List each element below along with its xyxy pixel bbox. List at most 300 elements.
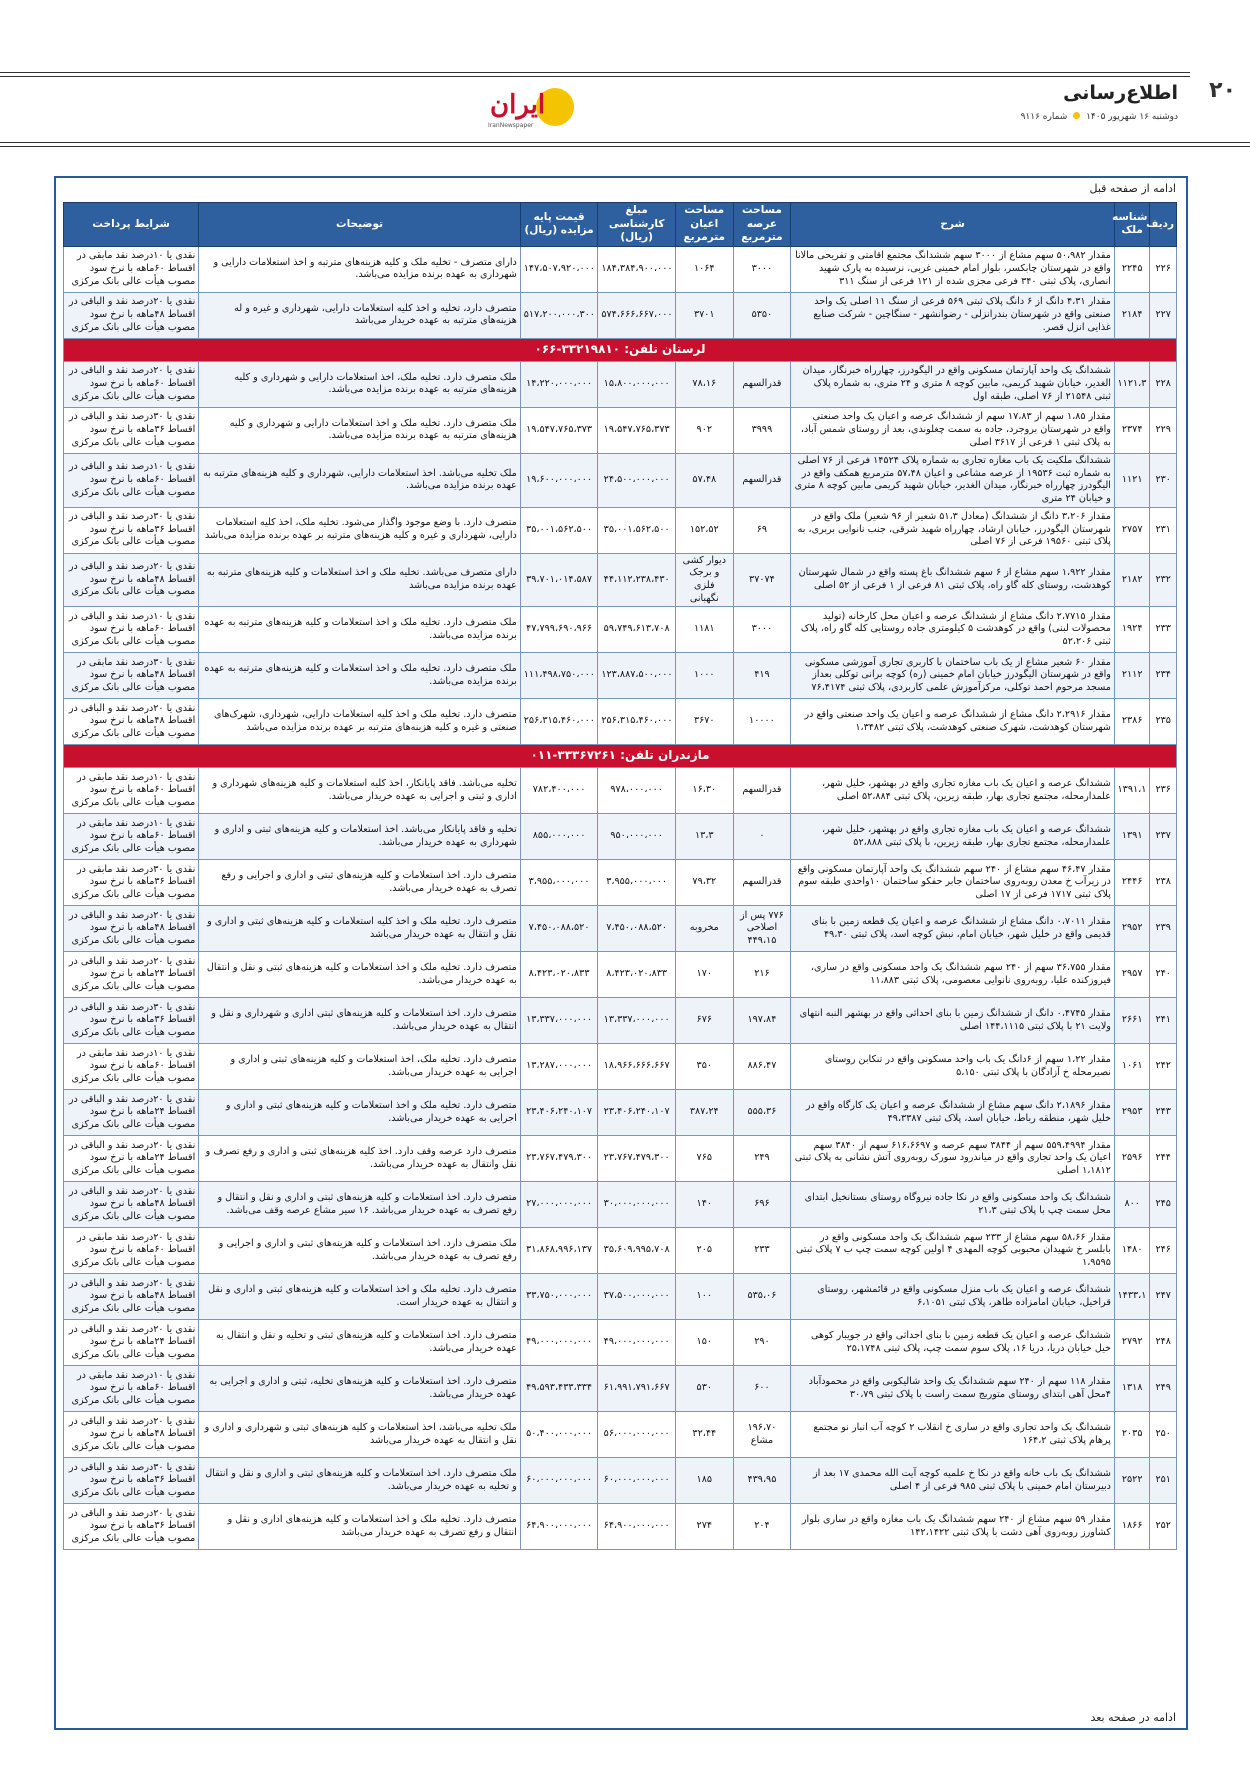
appraisal-amount: ۱۸،۹۶۶،۶۶۶،۶۶۷: [598, 1044, 676, 1090]
building-area: ۱۷۰: [675, 952, 733, 998]
explanation: متصرف دارد. اخذ استعلامات و کلیه هزینه‌های ثبتی و تخلیه و نقل و انتقال به عهده خریدار می‌باشد.: [199, 1320, 520, 1366]
row-number: ۲۴۰: [1150, 952, 1177, 998]
base-price: ۳۳،۷۵۰،۰۰۰،۰۰۰: [520, 1274, 598, 1320]
payment-terms: نقدی یا ۲۰درصد نقد و الباقی در اقساط ۴۸ماهه با نرخ سود مصوب هیأت عالی بانک مرکزی: [64, 553, 199, 607]
payment-terms: نقدی یا ۱۰درصد نقد مابقی در اقساط ۶۰ماهه با نرخ سود مصوب هیأت عالی بانک مرکزی: [64, 814, 199, 860]
appraisal-amount: ۷،۴۵۰،۰۸۸،۵۲۰: [598, 906, 676, 952]
section-title: اطلاع‌رسانی: [1063, 82, 1178, 104]
payment-terms: نقدی یا ۲۰درصد نقد و الباقی در اقساط ۲۴ماهه با نرخ سود مصوب هیأت عالی بانک مرکزی: [64, 952, 199, 998]
row-number: ۲۲۷: [1150, 292, 1177, 338]
base-price: ۸،۴۲۳،۰۲۰،۸۳۳: [520, 952, 598, 998]
explanation: دارای متصرف - تخلیه ملک و کلیه هزینه‌های مترتبه و اخذ استعلامات دارایی و شهرداری به عهده برنده مزایده می‌باشد.: [199, 246, 520, 292]
explanation: ملک تخلیه می‌باشد. اخذ استعلامات دارایی، شهرداری و کلیه هزینه‌های مترتبه به عهده برنده مزایده می‌باشد.: [199, 453, 520, 507]
land-area: قدرالسهم: [733, 768, 791, 814]
property-description: مقدار ۵۰،۹۸۲ سهم مشاع از ۳۰۰۰ سهم ششدانگ مجتمع اقامتی و تفریحی مالانا واقع در شهرستان چابکسر، بلوار امام خمینی غربی، نرسیده به پارک شهید انصاری، پلاک ثبتی ۳۴۰ فرعی مجزی شده از ۱۲۱ فرعی از سنگ ۳۱۱: [791, 246, 1115, 292]
base-price: ۱۳،۳۳۷،۰۰۰،۰۰۰: [520, 998, 598, 1044]
explanation: متصرف دارد. تخلیه ملک و اخذ کلیه استعلامات دارایی، شهرداری، شهرک‌های صنعتی و غیره و کلیه هزینه‌های مترتبه بر عهده برنده مزایده می‌باشد: [199, 699, 520, 745]
issue-info: [1021, 112, 1178, 122]
property-id: ۱۳۱۸: [1114, 1366, 1149, 1412]
table-row: [64, 1504, 1177, 1550]
property-id: ۸۰۰: [1114, 1182, 1149, 1228]
building-area: ۱۵۲،۵۲: [675, 507, 733, 553]
land-area: ۱۹۶،۷۰ مشاع: [733, 1412, 791, 1458]
page-header: [0, 72, 1250, 150]
row-number: ۲۳۷: [1150, 814, 1177, 860]
building-area: ۳۶۷۰: [675, 699, 733, 745]
property-description: ششدانگ عرصه و اعیان یک قطعه زمین با بنای احداثی واقع در جویبار کوهی خیل خیابان دریا، دریا ۱۶، پلاک سوم سمت چپ، پلاک ثبتی ۲۵،۱۷۴۸: [791, 1320, 1115, 1366]
property-description: ششدانگ یک واحد آپارتمان مسکونی واقع در الیگودرز، چهارراه خبرنگار، میدان الغدیر، خیابان شهید کریمی، مابین کوچه ۸ متری و ۲۴ متری، به شماره پلاک ثبتی ۲۱۵۴۸ از ۷۶ اصلی، طبقه اول: [791, 361, 1115, 407]
appraisal-amount: ۳،۹۵۵،۰۰۰،۰۰۰: [598, 860, 676, 906]
base-price: ۲۳،۴۰۶،۲۴۰،۱۰۷: [520, 1090, 598, 1136]
payment-terms: نقدی یا ۳۰درصد نقد مابقی در اقساط ۴۸ماهه با نرخ سود مصوب هیأت عالی بانک مرکزی: [64, 653, 199, 699]
header-rule: [0, 72, 1190, 73]
appraisal-amount: ۲۵۶،۳۱۵،۴۶۰،۰۰۰: [598, 699, 676, 745]
property-id: ۱۱۲۱: [1114, 453, 1149, 507]
property-description: مقدار ۵۸،۶۶ سهم مشاع از ۲۳۳ سهم ششدانگ یک واحد مسکونی واقع در بابلسر خ شهیدان محبوبی کوچه المهدی ۴ اولین کوچه سمت چپ ب ۷ پلاک ثبتی ۱،۹۵۹۵: [791, 1228, 1115, 1274]
building-area: ۱۴۰: [675, 1182, 733, 1228]
appraisal-amount: ۲۴،۵۰۰،۰۰۰،۰۰۰: [598, 453, 676, 507]
table-row: [64, 1366, 1177, 1412]
base-price: ۶۴،۹۰۰،۰۰۰،۰۰۰: [520, 1504, 598, 1550]
base-price: ۷،۴۵۰،۰۸۸،۵۲۰: [520, 906, 598, 952]
property-id: ۱۸۶۶: [1114, 1504, 1149, 1550]
base-price: ۳۵،۰۰۱،۵۶۲،۵۰۰: [520, 507, 598, 553]
base-price: ۵۰،۴۰۰،۰۰۰،۰۰۰: [520, 1412, 598, 1458]
building-area: دیوار کشی و برجک فلزی نگهبانی: [675, 553, 733, 607]
base-price: ۲۳،۷۶۷،۴۷۹،۳۰۰: [520, 1136, 598, 1182]
payment-terms: نقدی یا ۱۰درصد نقد و الباقی در اقساط ۶۰ماهه با نرخ سود مصوب هیأت عالی بانک مرکزی: [64, 607, 199, 653]
row-number: ۲۴۱: [1150, 998, 1177, 1044]
auction-table: [63, 202, 1177, 1550]
table-row: [64, 1044, 1177, 1090]
property-id: ۲۴۴۶: [1114, 860, 1149, 906]
explanation: ملک متصرف دارد. اخذ استعلامات و کلیه هزینه‌های ثبتی و اداری و نقل و انتقال و تخلیه به عهده خریدار می‌باشد.: [199, 1458, 520, 1504]
property-id: ۲۱۸۴: [1114, 292, 1149, 338]
auction-frame: [54, 176, 1188, 1730]
payment-terms: نقدی یا ۳۰درصد نقد و الباقی در اقساط ۳۶ماهه با نرخ سود مصوب هیأت عالی بانک مرکزی: [64, 998, 199, 1044]
table-row: [64, 1274, 1177, 1320]
land-area: ۵۳۵۰: [733, 292, 791, 338]
property-id: ۱۳۹۱: [1114, 814, 1149, 860]
payment-terms: نقدی یا ۲۰درصد نقد و الباقی در اقساط ۴۸ماهه با نرخ سود مصوب هیأت عالی بانک مرکزی: [64, 906, 199, 952]
building-area: ۱۰۰: [675, 1274, 733, 1320]
province-title: لرستان تلفن: ۳۳۲۱۹۸۱۰-۰۶۶: [64, 338, 1177, 361]
payment-terms: نقدی یا ۲۰درصد نقد مابقی در اقساط ۶۰ماهه با نرخ سود مصوب هیأت عالی بانک مرکزی: [64, 1228, 199, 1274]
payment-terms: نقدی یا ۳۰درصد نقد و الباقی در اقساط ۳۶ماهه با نرخ سود مصوب هیأت عالی بانک مرکزی: [64, 507, 199, 553]
property-description: ششدانگ یک باب خانه واقع در نکا خ علمیه کوچه آیت الله محمدی ۱۷ بعد از دبیرستان امام خمینی با پلاک ثبتی ۹۸۵ فرعی از ۴ اصلی: [791, 1458, 1115, 1504]
table-row: [64, 906, 1177, 952]
col-header: مبلغ کارشناسی (ریال): [598, 203, 676, 247]
land-area: ۴۱۹: [733, 653, 791, 699]
explanation: ملک متصرف دارد. تخلیه ملک، اخذ استعلامات دارایی و شهرداری و کلیه هزینه‌های مترتبه به عهده برنده مزایده می‌باشد.: [199, 361, 520, 407]
property-id: ۲۵۲۲: [1114, 1458, 1149, 1504]
row-number: ۲۴۸: [1150, 1320, 1177, 1366]
base-price: ۴۹،۵۹۳،۴۳۳،۳۳۴: [520, 1366, 598, 1412]
appraisal-amount: ۲۳،۷۶۷،۴۷۹،۳۰۰: [598, 1136, 676, 1182]
land-area: ۲۳۳: [733, 1228, 791, 1274]
table-row: [64, 653, 1177, 699]
appraisal-amount: ۱۲۳،۸۸۷،۵۰۰،۰۰۰: [598, 653, 676, 699]
row-number: ۲۲۶: [1150, 246, 1177, 292]
table-row: [64, 699, 1177, 745]
building-area: ۷۸،۱۶: [675, 361, 733, 407]
appraisal-amount: ۵۹،۷۴۹،۶۱۳،۷۰۸: [598, 607, 676, 653]
row-number: ۲۳۴: [1150, 653, 1177, 699]
property-id: ۲۶۶۱: [1114, 998, 1149, 1044]
appraisal-amount: ۱۸۴،۳۸۴،۹۰۰،۰۰۰: [598, 246, 676, 292]
explanation: تخلیه می‌باشد. فاقد پایانکار، اخذ کلیه استعلامات و کلیه هزینه‌های شهرداری و اداری و ثبتی و اجرایی به عهده خریدار می‌باشد.: [199, 768, 520, 814]
base-price: ۴۷،۷۹۹،۶۹۰،۹۶۶: [520, 607, 598, 653]
row-number: ۲۲۸: [1150, 361, 1177, 407]
row-number: ۲۴۳: [1150, 1090, 1177, 1136]
property-description: مقدار ۲،۲۹۱۶ دانگ مشاع از ششدانگ عرصه و اعیان یک واحد صنعتی واقع در شهرستان کوهدشت، شهرک صنعتی کوهدشت، پلاک ثبتی ۱،۳۴۸۲: [791, 699, 1115, 745]
land-area: ۶۰۰: [733, 1366, 791, 1412]
payment-terms: نقدی یا ۲۰درصد نقد و الباقی در اقساط ۴۸ماهه با نرخ سود مصوب هیأت عالی بانک مرکزی: [64, 1274, 199, 1320]
base-price: ۶۰،۰۰۰،۰۰۰،۰۰۰: [520, 1458, 598, 1504]
explanation: متصرف دارد، تخلیه و اخذ کلیه استعلامات دارایی، شهرداری و غیره و له هزینه‌های مترتبه به عهده خریدار می‌باشد: [199, 292, 520, 338]
property-description: مقدار ۳۶،۷۵۵ سهم از ۲۴۰ سهم ششدانگ یک واحد مسکونی واقع در ساری، فیروزکنده علیا، روبه‌روی نانوایی معصومی، پلاک ثبتی ۱۱،۸۸۳: [791, 952, 1115, 998]
table-body: [64, 246, 1177, 1549]
table-row: [64, 1412, 1177, 1458]
building-area: ۷۶۵: [675, 1136, 733, 1182]
appraisal-amount: ۱۵،۸۰۰،۰۰۰،۰۰۰: [598, 361, 676, 407]
land-area: ۴۳۹،۹۵: [733, 1458, 791, 1504]
row-number: ۲۳۶: [1150, 768, 1177, 814]
explanation: متصرف دارد. اخذ استعلامات و کلیه هزینه‌های تخلیه، ثبتی و اداری و اجرایی به عهده خریدار می‌باشد.: [199, 1366, 520, 1412]
building-area: ۳۸۷،۲۴: [675, 1090, 733, 1136]
building-area: ۳۵۰: [675, 1044, 733, 1090]
building-area: ۵۳۰: [675, 1366, 733, 1412]
table-row: [64, 292, 1177, 338]
newspaper-logo[interactable]: [484, 86, 576, 130]
row-number: ۲۳۸: [1150, 860, 1177, 906]
land-area: قدرالسهم: [733, 453, 791, 507]
property-description: مقدار ۰،۴۷۴۵ دانگ از ششدانگ زمین با بنای احداثی واقع در بهشهر النبه انتهای ولایت ۲۱ با پلاک ثبتی ۱۴۴،۱۱۱۵ اصلی: [791, 998, 1115, 1044]
land-area: ۵۳۵،۰۶: [733, 1274, 791, 1320]
property-id: ۲۲۴۵: [1114, 246, 1149, 292]
property-description: ششدانگ یک واحد تجاری واقع در ساری خ انقلاب ۲ کوچه آب انبار نو مجتمع پرهام پلاک ثبتی ۱۶۴،۲: [791, 1412, 1115, 1458]
base-price: ۱۳،۲۸۷،۰۰۰،۰۰۰: [520, 1044, 598, 1090]
explanation: متصرف دارد. تخلیه ملک و اخذ کلیه استعلامات و کلیه هزینه‌های ثبتی و اداری و نقل و انتقال به عهده خریدار می‌باشد: [199, 906, 520, 952]
payment-terms: نقدی یا ۲۰درصد نقد و الباقی در اقساط ۶۰ماهه با نرخ سود مصوب هیأت عالی بانک مرکزی: [64, 361, 199, 407]
land-area: ۱۰۰۰۰: [733, 699, 791, 745]
building-area: ۵۷،۴۸: [675, 453, 733, 507]
land-area: ۵۵۵،۳۶: [733, 1090, 791, 1136]
property-id: ۱۴۳۳،۱: [1114, 1274, 1149, 1320]
continued-on-note: ادامه در صفحه بعد: [1090, 1711, 1176, 1724]
property-description: ششدانگ عرصه و اعیان یک باب مغازه تجاری واقع در بهشهر، خلیل شهر، علمدارمحله، مجتمع تجاری بهار، طبقه زیرین، با پلاک ثبتی ۵۲،۸۸۸: [791, 814, 1115, 860]
property-id: ۲۱۱۲: [1114, 653, 1149, 699]
property-id: ۱۴۸۰: [1114, 1228, 1149, 1274]
building-area: ۲۷۴: [675, 1504, 733, 1550]
province-row: [64, 338, 1177, 361]
land-area: ۶۹۶: [733, 1182, 791, 1228]
base-price: ۱۹،۵۴۷،۷۶۵،۳۷۳: [520, 407, 598, 453]
building-area: مخروبه: [675, 906, 733, 952]
payment-terms: نقدی یا ۱۰درصد نقد مابقی در اقساط ۶۰ماهه با نرخ سود مصوب هیأت عالی بانک مرکزی: [64, 768, 199, 814]
row-number: ۲۴۴: [1150, 1136, 1177, 1182]
explanation: ملک متصرف دارد. تخلیه ملک و اخذ استعلامات دارایی و شهرداری و کلیه هزینه‌های مترتبه به عهده برنده مزایده می‌باشد.: [199, 407, 520, 453]
payment-terms: نقدی یا ۳۰درصد نقد و الباقی در اقساط ۳۶ماهه با نرخ سود مصوب هیأت عالی بانک مرکزی: [64, 1458, 199, 1504]
row-number: ۲۴۲: [1150, 1044, 1177, 1090]
payment-terms: نقدی یا ۱۰درصد نقد مابقی در اقساط ۶۰ماهه با نرخ سود مصوب هیأت عالی بانک مرکزی: [64, 1044, 199, 1090]
property-id: ۱۱۲۱،۳: [1114, 361, 1149, 407]
base-price: ۳۱،۸۶۸،۹۹۶،۱۳۷: [520, 1228, 598, 1274]
explanation: متصرف دارد. اخذ استعلامات و کلیه هزینه‌های ثبتی و اداری و نقل و انتقال و رفع تصرف به عهده خریدار می‌باشد. ۱۶ سیر مشاع عرصه وقف می‌باشد.: [199, 1182, 520, 1228]
appraisal-amount: ۳۷،۵۰۰،۰۰۰،۰۰۰: [598, 1274, 676, 1320]
appraisal-amount: ۳۰،۰۰۰،۰۰۰،۰۰۰: [598, 1182, 676, 1228]
appraisal-amount: ۴۹،۰۰۰،۰۰۰،۰۰۰: [598, 1320, 676, 1366]
land-area: ۸۸۶،۴۷: [733, 1044, 791, 1090]
col-header: شرایط پرداخت: [64, 203, 199, 247]
property-id: ۲۷۹۲: [1114, 1320, 1149, 1366]
payment-terms: نقدی یا ۳۰درصد نقد مابقی در اقساط ۳۶ماهه با نرخ سود مصوب هیأت عالی بانک مرکزی: [64, 860, 199, 906]
building-area: ۱۰۶۴: [675, 246, 733, 292]
land-area: قدرالسهم: [733, 361, 791, 407]
base-price: ۴۹،۰۰۰،۰۰۰،۰۰۰: [520, 1320, 598, 1366]
property-description: مقدار ۲،۷۷۱۵ دانگ مشاع از ششدانگ عرصه و اعیان محل کارخانه (تولید محصولات لبنی) واقع در کوهدشت ۵ کیلومتری جاده روستایی کله گاو راه، پلاک ثبتی ۵۲،۲۰۶: [791, 607, 1115, 653]
appraisal-amount: ۹۵۰،۰۰۰،۰۰۰: [598, 814, 676, 860]
base-price: ۱۱۱،۴۹۸،۷۵۰،۰۰۰: [520, 653, 598, 699]
property-id: ۱۰۶۱: [1114, 1044, 1149, 1090]
table-row: [64, 1182, 1177, 1228]
land-area: ۲۱۶: [733, 952, 791, 998]
payment-terms: نقدی یا ۱۰درصد نقد مابقی در اقساط ۶۰ماهه با نرخ سود مصوب هیأت عالی بانک مرکزی: [64, 1366, 199, 1412]
payment-terms: نقدی یا ۲۰درصد نقد و الباقی در اقساط ۴۸ماهه با نرخ سود مصوب هیأت عالی بانک مرکزی: [64, 292, 199, 338]
payment-terms: نقدی یا ۱۰درصد نقد مابقی در اقساط ۶۰ماهه با نرخ سود مصوب هیأت عالی بانک مرکزی: [64, 246, 199, 292]
property-description: ششدانگ عرصه و اعیان یک باب مغازه تجاری واقع در بهشهر، خلیل شهر، علمدارمحله، مجتمع تجاری بهار، طبقه زیرین، پلاک ثبتی ۵۲،۸۸۴ اصلی: [791, 768, 1115, 814]
property-description: ششدانگ ملکیت یک باب مغازه تجاری به شماره پلاک ۱۴۵۲۴ فرعی از ۷۶ اصلی به شماره ثبت ۱۹۵۳۶ از عرصه مشاعی و اعیان ۵۷،۴۸ مترمربع همکف واقع در الیگودرز چهارراه خبرنگار، میدان الغدیر، خیابان شهید کریمی مابین کوچه ۸ متری و خیابان ۲۴ متری: [791, 453, 1115, 507]
base-price: ۵۱۷،۲۰۰،۰۰۰،۳۰۰: [520, 292, 598, 338]
payment-terms: نقدی یا ۲۰درصد نقد و الباقی در اقساط ۲۴ماهه با نرخ سود مصوب هیأت عالی بانک مرکزی: [64, 1320, 199, 1366]
land-area: ۲۹۰: [733, 1320, 791, 1366]
row-number: ۲۳۵: [1150, 699, 1177, 745]
building-area: ۳۷۰۱: [675, 292, 733, 338]
logo-name: ایران: [490, 90, 546, 120]
table-row: [64, 860, 1177, 906]
property-id: ۲۳۷۴: [1114, 407, 1149, 453]
row-number: ۲۴۵: [1150, 1182, 1177, 1228]
building-area: ۱۸۵: [675, 1458, 733, 1504]
appraisal-amount: ۳۵،۰۰۱،۵۶۲،۵۰۰: [598, 507, 676, 553]
property-description: مقدار ۲،۱۸۹۶ دانگ سهم مشاع از ششدانگ عرصه و اعیان یک کارگاه واقع در خلیل شهر، منطقه رباط، خیابان اسد، پلاک ثبتی ۴۹،۳۳۸۷: [791, 1090, 1115, 1136]
building-area: ۷۹،۳۲: [675, 860, 733, 906]
property-id: ۲۳۸۶: [1114, 699, 1149, 745]
explanation: متصرف دارد. اخذ استعلامات و کلیه هزینه‌های ثبتی اداری و شهرداری و نقل و انتقال به عهده خریدار می‌باشد.: [199, 998, 520, 1044]
table-row: [64, 607, 1177, 653]
property-id: ۱۹۲۴: [1114, 607, 1149, 653]
property-id: ۲۵۹۶: [1114, 1136, 1149, 1182]
building-area: ۶۷۶: [675, 998, 733, 1044]
land-area: ۷۷۶ پس از اصلاحی ۴۴۹،۱۵: [733, 906, 791, 952]
land-area: ۳۹۹۹: [733, 407, 791, 453]
property-description: مقدار ۰،۷۰۱۱ دانگ مشاع از ششدانگ عرصه و اعیان یک قطعه زمین با بنای قدیمی واقع در خلیل شهر، خیابان امام، نبش کوچه اسد، پلاک ثبتی ۴۹،۳۰: [791, 906, 1115, 952]
table-row: [64, 768, 1177, 814]
building-area: ۱۱۸۱: [675, 607, 733, 653]
row-number: ۲۳۰: [1150, 453, 1177, 507]
property-description: مقدار ۱،۹۲۲ سهم مشاع از ۶ سهم ششدانگ باغ پسته واقع در شمال شهرستان کوهدشت، روستای کله گاو راه، پلاک ثبتی ۸۱ فرعی از ۱ فرعی از ۵۲ اصلی: [791, 553, 1115, 607]
appraisal-amount: ۶۰،۰۰۰،۰۰۰،۰۰۰: [598, 1458, 676, 1504]
building-area: ۲۰۵: [675, 1228, 733, 1274]
property-id: ۱۳۹۱،۱: [1114, 768, 1149, 814]
col-header: مساحت عرصه مترمربع: [733, 203, 791, 247]
table-row: [64, 1136, 1177, 1182]
col-header: شرح: [791, 203, 1115, 247]
property-description: مقدار ۳،۲۰۶ دانگ از ششدانگ (معادل ۵۱،۳ شعیر از ۹۶ شعیر) ملک واقع در شهرستان الیگودرز، خیابان ارشاد، چهارراه شهید شرقی، جنب نانوایی بربری، به پلاک ثبتی ۱۹۵۶۰ فرعی از ۷۶ اصلی: [791, 507, 1115, 553]
explanation: ملک متصرف دارد. تخلیه ملک و اخذ استعلامات و کلیه هزینه‌های مترتبه به عهده برنده مزایده می‌باشد.: [199, 653, 520, 699]
row-number: ۲۳۹: [1150, 906, 1177, 952]
base-price: ۷۸۲،۴۰۰،۰۰۰: [520, 768, 598, 814]
row-number: ۲۵۲: [1150, 1504, 1177, 1550]
explanation: دارای متصرف می‌باشد. تخلیه ملک و اخذ استعلامات و کلیه هزینه‌های مترتبه به عهده برنده مزایده می‌باشد: [199, 553, 520, 607]
payment-terms: نقدی یا ۱۰درصد نقد و الباقی در اقساط ۶۰ماهه با نرخ سود مصوب هیأت عالی بانک مرکزی: [64, 453, 199, 507]
payment-terms: نقدی یا ۲۰درصد نقد و الباقی در اقساط ۲۴ماهه با نرخ سود مصوب هیأت عالی بانک مرکزی: [64, 1090, 199, 1136]
appraisal-amount: ۵۶،۰۰۰،۰۰۰،۰۰۰: [598, 1412, 676, 1458]
issue-date: دوشنبه ۱۶ شهریور ۱۴۰۵: [1086, 112, 1178, 122]
appraisal-amount: ۶۴،۹۰۰،۰۰۰،۰۰۰: [598, 1504, 676, 1550]
table-row: [64, 1320, 1177, 1366]
building-area: ۱۶،۳۰: [675, 768, 733, 814]
table-row: [64, 1090, 1177, 1136]
explanation: متصرف دارد عرصه وقف دارد. اخذ کلیه هزینه‌های ثبتی و اداری و رفع تصرف و نقل وانتقال به عهده خریدار می‌باشد.: [199, 1136, 520, 1182]
property-description: مقدار ۱،۸۵ سهم از ۱۷،۸۳ سهم از ششدانگ عرصه و اعیان یک واحد صنعتی واقع در شهرستان بروجرد، جاده به سمت چغلوندی، بعد از روستای شمس آباد، به پلاک ثبتی ۱ فرعی از ۳۶۱۷ اصلی: [791, 407, 1115, 453]
row-number: ۲۴۶: [1150, 1228, 1177, 1274]
row-number: ۲۵۱: [1150, 1458, 1177, 1504]
table-row: [64, 814, 1177, 860]
continued-from-note: ادامه از صفحه قبل: [1089, 182, 1176, 195]
col-header: توضیحات: [199, 203, 520, 247]
table-row: [64, 553, 1177, 607]
col-header: قیمت پایه مزایده (ریال): [520, 203, 598, 247]
appraisal-amount: ۸،۴۲۳،۰۲۰،۸۳۳: [598, 952, 676, 998]
land-area: ۲۴۹: [733, 1136, 791, 1182]
explanation: متصرف دارد. تخلیه ملک و اخذ استعلامات و کلیه هزینه‌های اداری و نقل و انتقال و رفع تصرف به عهده خریدار می‌باشد: [199, 1504, 520, 1550]
property-description: مقدار ۱۱۸ سهم از ۲۴۰ سهم ششدانگ یک واحد شالیکوبی واقع در محمودآباد ۴محل آهی ابتدای روستای متوریج سمت راست با پلاک ثبتی ۳۰،۷۹: [791, 1366, 1115, 1412]
base-price: ۱۴،۲۲۰،۰۰۰،۰۰۰: [520, 361, 598, 407]
page-number: ۲۰: [1209, 78, 1236, 103]
appraisal-amount: ۵۷۴،۶۶۶،۶۶۷،۰۰۰: [598, 292, 676, 338]
appraisal-amount: ۴۴،۱۱۲،۲۳۸،۴۳۰: [598, 553, 676, 607]
property-description: مقدار ۱،۲۲ سهم از ۶دانگ یک باب واحد مسکونی واقع در تنکابن روستای نصیرمحله خ آزادگان با پلاک ثبتی ۵،۱۵۰: [791, 1044, 1115, 1090]
property-description: ششدانگ عرصه و اعیان یک باب منزل مسکونی واقع در قائمشهر، روستای قراخیل، خیابان امامزاده طاهر، پلاک ثبتی ۶،۱۰۵۱: [791, 1274, 1115, 1320]
building-area: ۹۰۲: [675, 407, 733, 453]
base-price: ۸۵۵،۰۰۰،۰۰۰: [520, 814, 598, 860]
appraisal-amount: ۹۷۸،۰۰۰،۰۰۰: [598, 768, 676, 814]
payment-terms: نقدی یا ۲۰درصد نقد و الباقی در اقساط ۳۶ماهه با نرخ سود مصوب هیأت عالی بانک مرکزی: [64, 1504, 199, 1550]
property-id: ۲۹۵۲: [1114, 906, 1149, 952]
base-price: ۳،۹۵۵،۰۰۰،۰۰۰: [520, 860, 598, 906]
header-rule: [0, 146, 1250, 147]
explanation: متصرف دارد. با وضع موجود واگذار می‌شود. تخلیه ملک، اخذ کلیه استعلامات دارایی، شهرداری و غیره و کلیه هزینه‌های مترتبه بر عهده برنده مزایده می‌باشد: [199, 507, 520, 553]
table-row: [64, 1228, 1177, 1274]
province-title: مازندران تلفن: ۳۳۳۶۷۲۶۱-۰۱۱: [64, 745, 1177, 768]
dot-icon: [1073, 112, 1080, 119]
payment-terms: نقدی یا ۲۰درصد نقد و الباقی در اقساط ۴۸ماهه با نرخ سود مصوب هیأت عالی بانک مرکزی: [64, 699, 199, 745]
base-price: ۲۵۶،۳۱۵،۴۶۰،۰۰۰: [520, 699, 598, 745]
issue-number: شماره ۹۱۱۶: [1020, 112, 1068, 122]
row-number: ۲۳۱: [1150, 507, 1177, 553]
table-row: [64, 952, 1177, 998]
table-row: [64, 246, 1177, 292]
explanation: تخلیه و فاقد پایانکار می‌باشد. اخذ استعلامات و کلیه هزینه‌های ثبتی و اداری و شهرداری به عهده خریدار می‌باشد.: [199, 814, 520, 860]
table-row: [64, 361, 1177, 407]
explanation: ملک متصرف دارد. تخلیه ملک و اخذ استعلامات و کلیه هزینه‌های مترتبه به عهده برنده مزایده می‌باشد.: [199, 607, 520, 653]
appraisal-amount: ۲۳،۴۰۶،۲۴۰،۱۰۷: [598, 1090, 676, 1136]
property-description: مقدار ۵۹ سهم مشاع از ۲۴۰ سهم ششدانگ یک باب مغازه واقع در ساری بلوار کشاورز روبه‌روی آهی دشت با پلاک ثبتی ۱۴۲،۱۴۲۲: [791, 1504, 1115, 1550]
explanation: ملک متصرف دارد. اخذ استعلامات و کلیه هزینه‌های ثبتی و اداری و اجرایی و رفع تصرف به عهده خریدار می‌باشد.: [199, 1228, 520, 1274]
base-price: ۳۹،۷۰۱،۰۱۴،۵۸۷: [520, 553, 598, 607]
table-row: [64, 998, 1177, 1044]
property-id: ۲۷۵۷: [1114, 507, 1149, 553]
table-row: [64, 1458, 1177, 1504]
land-area: ۱۹۷،۸۴: [733, 998, 791, 1044]
base-price: ۱۹،۶۰۰،۰۰۰،۰۰۰: [520, 453, 598, 507]
property-description: مقدار ۵۵۹،۴۹۹۴ سهم از ۳۸۴۴ سهم عرصه و ۶۱۶،۶۶۹۷ سهم از ۳۸۴۰ سهم اعیان یک واحد تجاری واقع در میاندرود سورک روبه‌روی آتش نشانی به پلاک ثبتی ۱،۱۸۱۲ اصلی: [791, 1136, 1115, 1182]
appraisal-amount: ۳۵،۶۰۹،۹۹۵،۷۰۸: [598, 1228, 676, 1274]
province-row: [64, 745, 1177, 768]
explanation: متصرف دارد. تخلیه ملک و اخذ استعلامات و کلیه هزینه‌های ثبتی و نقل و انتقال به عهده خریدار می‌باشد.: [199, 952, 520, 998]
header-rule: [0, 142, 1250, 143]
table-row: [64, 453, 1177, 507]
row-number: ۲۴۷: [1150, 1274, 1177, 1320]
land-area: ۳۰۰۰: [733, 607, 791, 653]
property-description: ششدانگ یک واحد مسکونی واقع در نکا جاده نیروگاه روستای بستانخیل ابتدای محل سمت چپ با پلاک ثبتی ۲۱،۳: [791, 1182, 1115, 1228]
appraisal-amount: ۱۳،۳۳۷،۰۰۰،۰۰۰: [598, 998, 676, 1044]
col-header: مساحت اعیان مترمربع: [675, 203, 733, 247]
row-number: ۲۲۹: [1150, 407, 1177, 453]
building-area: ۱۵۰: [675, 1320, 733, 1366]
land-area: ۰: [733, 814, 791, 860]
building-area: ۱۰۰۰: [675, 653, 733, 699]
property-description: مقدار ۴۶،۴۷ سهم مشاع از ۲۴۰ سهم ششدانگ یک واحد آپارتمان مسکونی واقع در زیرآب خ معدن روبه‌روی ساختمان جابر حفکو ساختمان ۱۰واحدی طبقه سوم پلاک ثبتی ۱۷۱۷ فرعی از ۱۷ اصلی: [791, 860, 1115, 906]
land-area: ۳۰۰۰: [733, 246, 791, 292]
property-id: ۲۹۵۳: [1114, 1090, 1149, 1136]
land-area: ۳۷۰۷۴: [733, 553, 791, 607]
base-price: ۱۴۷،۵۰۷،۹۲۰،۰۰۰: [520, 246, 598, 292]
explanation: متصرف دارد. تخلیه ملک و اخذ استعلامات و کلیه هزینه‌های ثبتی و اداری و نقل و انتقال به عهده خریدار است.: [199, 1274, 520, 1320]
property-id: ۲۱۸۲: [1114, 553, 1149, 607]
table-row: [64, 507, 1177, 553]
explanation: متصرف دارد. تخلیه ملک و اخذ استعلامات و کلیه هزینه‌های ثبتی و اداری و اجرایی به عهده خریدار می‌باشد.: [199, 1090, 520, 1136]
payment-terms: نقدی یا ۲۰درصد نقد و الباقی در اقساط ۴۸ماهه با نرخ سود مصوب هیأت عالی بانک مرکزی: [64, 1412, 199, 1458]
land-area: ۲۰۴: [733, 1504, 791, 1550]
building-area: ۱۳،۳: [675, 814, 733, 860]
row-number: ۲۴۹: [1150, 1366, 1177, 1412]
row-number: ۲۳۲: [1150, 553, 1177, 607]
building-area: ۳۲،۴۴: [675, 1412, 733, 1458]
payment-terms: نقدی یا ۲۰درصد نقد و الباقی در اقساط ۴۸ماهه با نرخ سود مصوب هیأت عالی بانک مرکزی: [64, 1182, 199, 1228]
base-price: ۲۷،۰۰۰،۰۰۰،۰۰۰: [520, 1182, 598, 1228]
property-description: مقدار ۶۰ شعیر مشاع از یک باب ساختمان با کاربری تجاری آموزشی مسکونی واقع در شهرستان الیگودرز خیابان امام خمینی (ره) کوچه برانی توکلی بعداز مسجد مرحوم احمد توکلی، مرکزآموزش علمی کاربردی، پلاک ثبتی ۷۶،۴۱۷۴: [791, 653, 1115, 699]
explanation: متصرف دارد. اخذ استعلامات و کلیه هزینه‌های ثبتی و اداری و اجرایی و رفع تصرف به عهده خریدار می‌باشد.: [199, 860, 520, 906]
col-header: ردیف: [1150, 203, 1177, 247]
explanation: متصرف دارد. تخلیه ملک، اخذ استعلامات و کلیه هزینه‌های ثبتی و اداری و اجرایی به عهده خریدار می‌باشد.: [199, 1044, 520, 1090]
header-rule: [0, 76, 1190, 77]
appraisal-amount: ۱۹،۵۴۷،۷۶۵،۳۷۳: [598, 407, 676, 453]
land-area: ۶۹: [733, 507, 791, 553]
explanation: ملک تخلیه می‌باشد، اخذ استعلامات و کلیه هزینه‌های ثبتی و شهرداری و اداری و نقل و انتقال به عهده خریدار می‌باشد: [199, 1412, 520, 1458]
payment-terms: نقدی یا ۲۰درصد نقد و الباقی در اقساط ۲۴ماهه با نرخ سود مصوب هیأت عالی بانک مرکزی: [64, 1136, 199, 1182]
property-id: ۲۰۳۵: [1114, 1412, 1149, 1458]
property-description: مقدار ۴،۳۱ دانگ از ۶ دانگ پلاک ثبتی ۵۶۹ فرعی از سنگ ۱۱ اصلی یک واحد صنعتی واقع در شهرستان بندرانزلی - رضوانشهر - سنگاچین - شرکت صنایع غذایی انزل قصر.: [791, 292, 1115, 338]
table-row: [64, 407, 1177, 453]
col-header: شناسه ملک: [1114, 203, 1149, 247]
row-number: ۲۵۰: [1150, 1412, 1177, 1458]
logo-subtitle: IranNewspaper: [488, 122, 534, 129]
table-header-row: [64, 203, 1177, 247]
row-number: ۲۳۳: [1150, 607, 1177, 653]
land-area: قدرالسهم: [733, 860, 791, 906]
